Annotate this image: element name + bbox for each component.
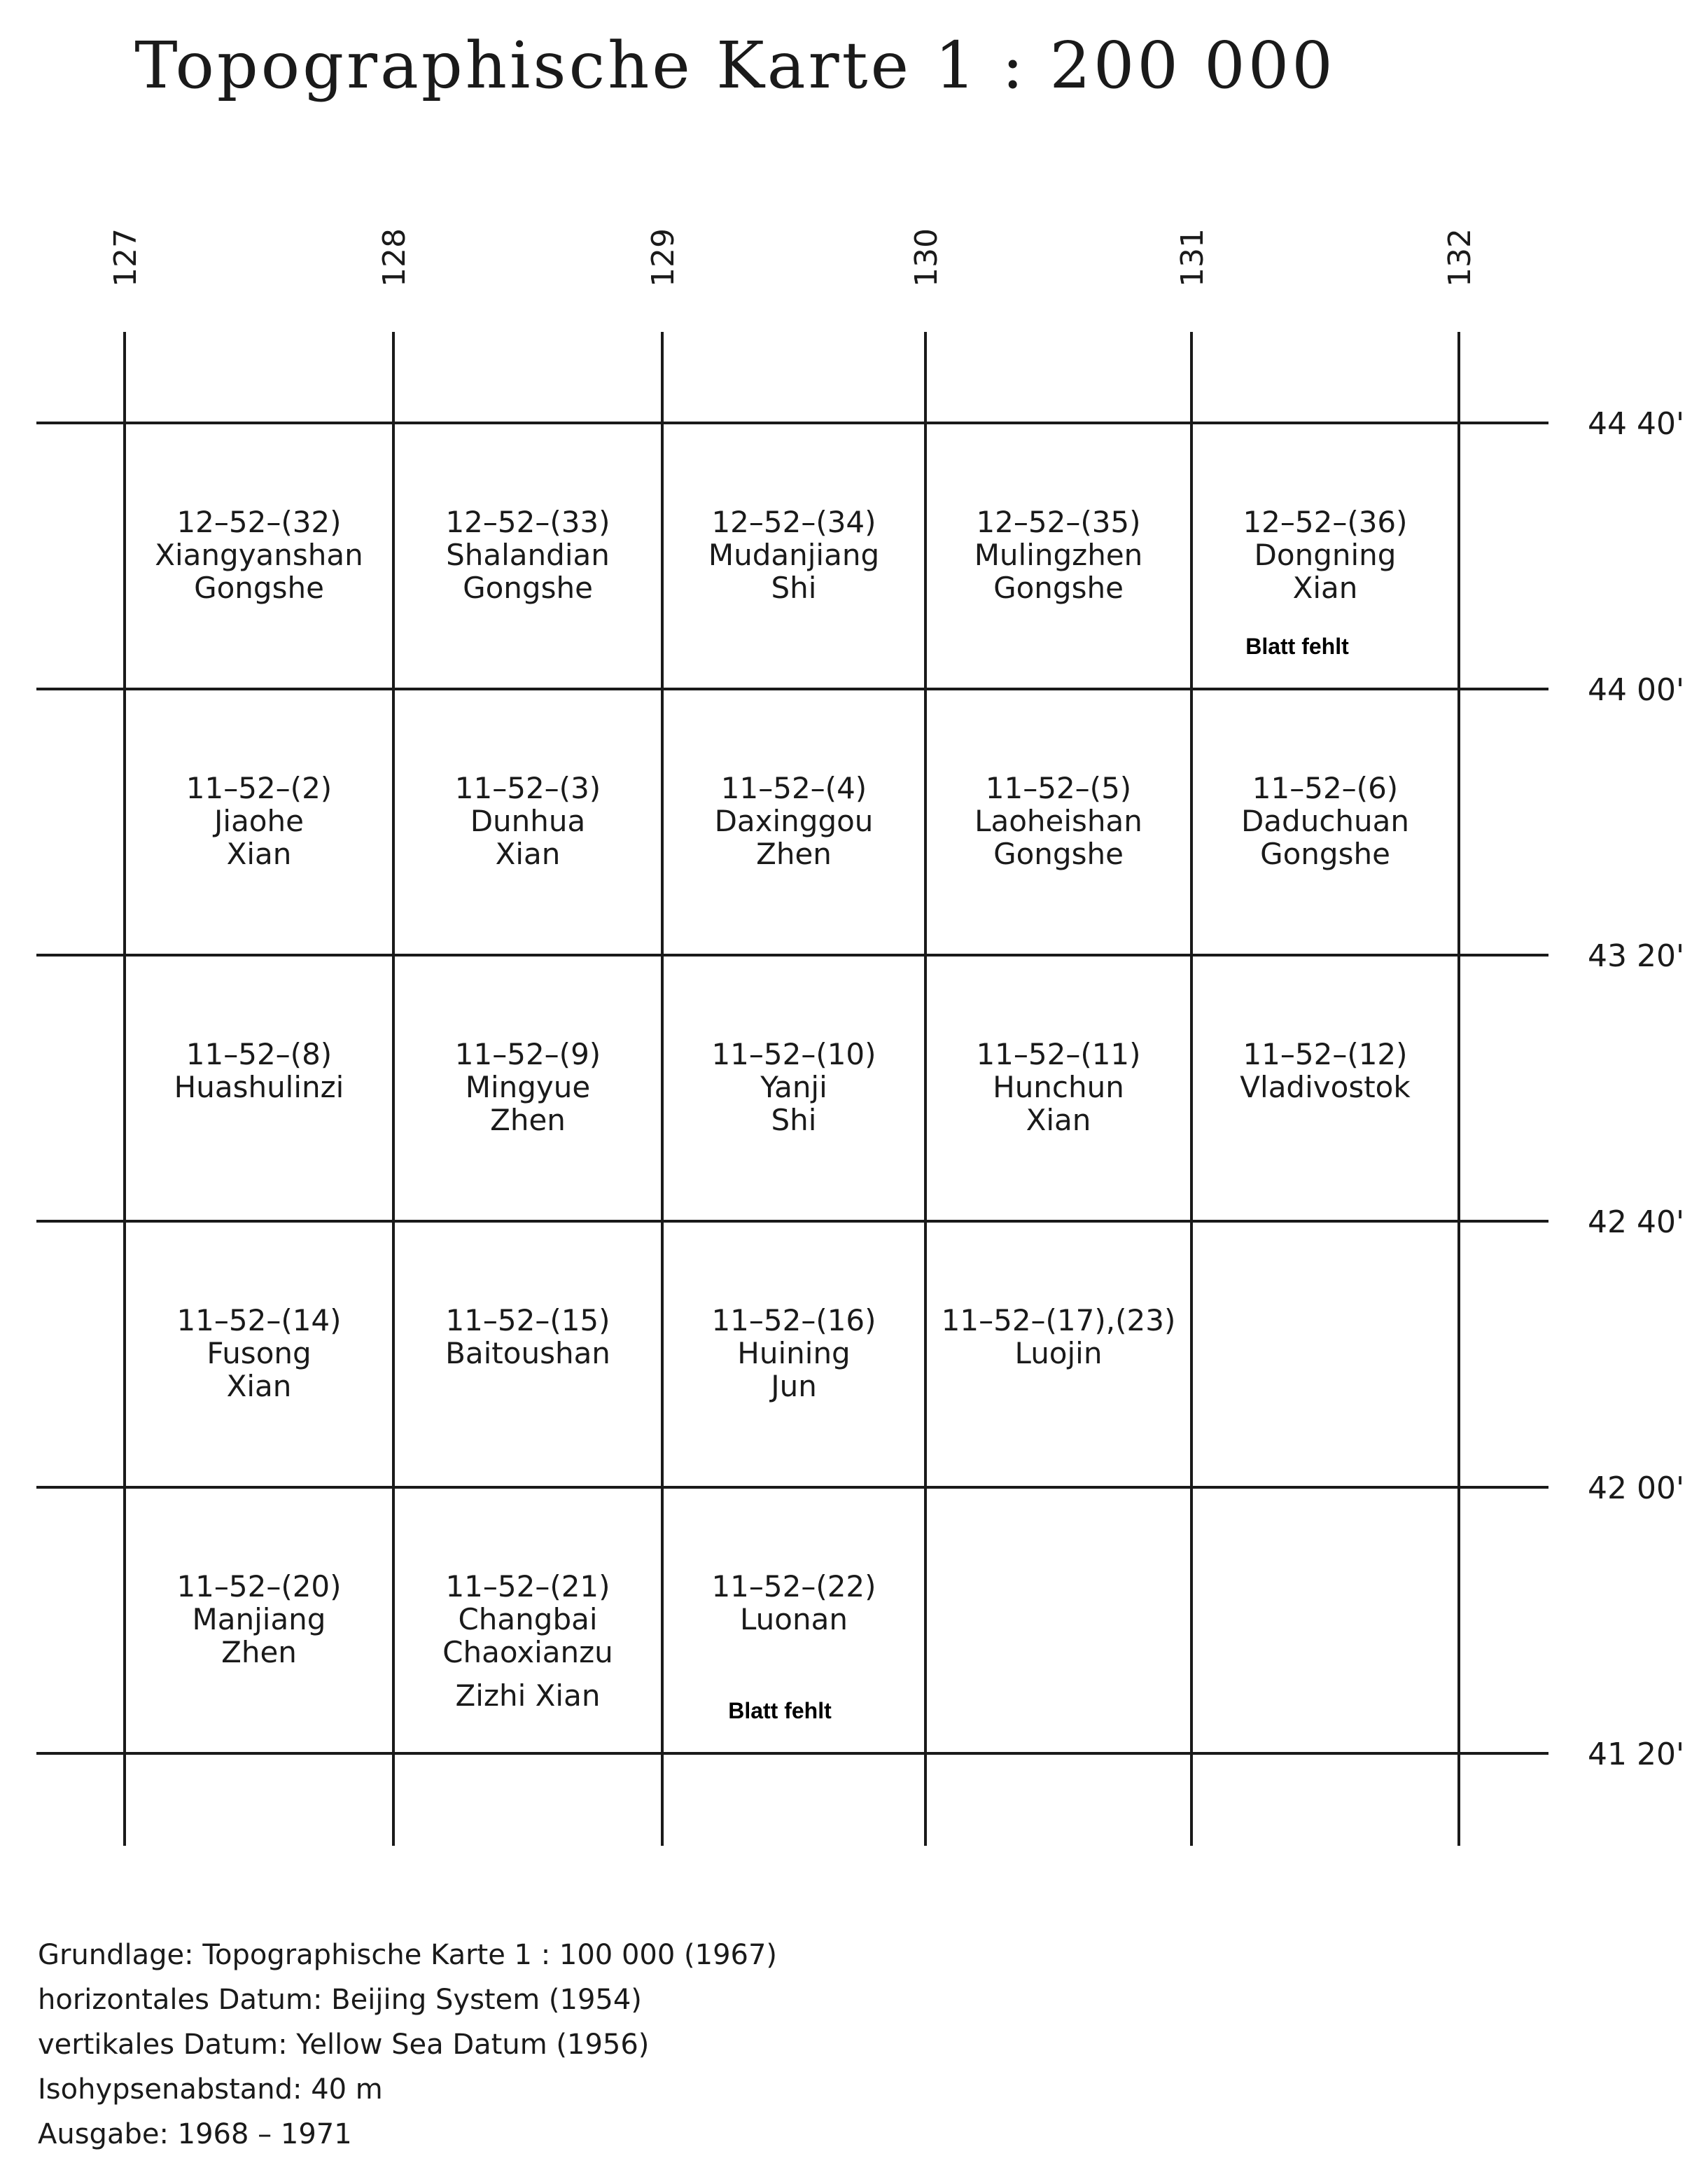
- latitude-label: 44 40': [1588, 406, 1685, 442]
- latitude-labels: [1588, 406, 1684, 1772]
- latitude-label: 42 00': [1588, 1470, 1685, 1506]
- sheet-number: 12–52–(35): [976, 505, 1141, 539]
- longitude-label: 131: [1175, 228, 1210, 287]
- sheet-number: 12–52–(33): [445, 505, 610, 539]
- sheet-name-line: Baitoushan: [445, 1336, 610, 1370]
- longitude-label: 130: [909, 228, 944, 287]
- sheet-name-line: Zhen: [221, 1635, 297, 1669]
- sheet-name-line: Yanji: [760, 1070, 827, 1104]
- sheet-name-line: Jiaohe: [214, 804, 304, 838]
- sheet-number: 11–52–(9): [454, 1037, 601, 1071]
- sheet-cell[interactable]: [455, 771, 601, 871]
- longitude-label: 129: [645, 228, 681, 287]
- footer-line-contour-interval: Isohypsenabstand: 40 m: [38, 2073, 383, 2106]
- sheet-cell[interactable]: [445, 505, 610, 605]
- sheet-name-line: Xian: [1292, 571, 1358, 605]
- sheet-name-line: Mudanjiang: [708, 538, 880, 572]
- sheet-name-line: Gongshe: [1260, 837, 1390, 871]
- sheet-name-line: Dongning: [1254, 538, 1397, 572]
- sheet-name-line: Xian: [226, 837, 292, 871]
- sheet-number: 11–52–(3): [454, 771, 601, 805]
- sheet-number: 11–52–(22): [711, 1569, 876, 1604]
- sheet-cell[interactable]: [186, 771, 332, 871]
- sheet-name-line: Hunchun: [993, 1070, 1124, 1104]
- footer-line-edition: Ausgabe: 1968 – 1971: [38, 2118, 352, 2150]
- sheet-name-line: Xian: [495, 837, 561, 871]
- sheet-number: 11–52–(4): [720, 771, 867, 805]
- sheet-name-line: Changbai: [458, 1602, 598, 1636]
- sheet-number: 11–52–(20): [176, 1569, 342, 1604]
- sheet-name-line: Huining: [737, 1336, 851, 1370]
- sheet-name-line: Shalandian: [446, 538, 610, 572]
- sheet-cell[interactable]: [1243, 505, 1407, 659]
- sheet-missing-note: Blatt fehlt: [1245, 634, 1349, 659]
- sheet-cell[interactable]: [1240, 1037, 1411, 1104]
- sheet-name-line: Gongshe: [993, 837, 1124, 871]
- sheet-name-line: Gongshe: [993, 571, 1124, 605]
- sheet-name-line: Laoheishan: [974, 804, 1142, 838]
- sheet-name-line: Chaoxianzu: [442, 1635, 613, 1669]
- sheet-number: 12–52–(32): [176, 505, 342, 539]
- footer-line-basis: Grundlage: Topographische Karte 1 : 100 000 (1967): [38, 1939, 778, 1971]
- sheet-name-line: Mulingzhen: [974, 538, 1143, 572]
- sheet-cell[interactable]: [174, 1037, 344, 1104]
- sheet-number: 11–52–(8): [186, 1037, 333, 1071]
- sheet-cell[interactable]: [176, 1303, 341, 1403]
- sheet-name-line: Luonan: [740, 1602, 848, 1636]
- map-title: Topographische Karte 1 : 200 000: [134, 28, 1336, 103]
- longitude-label: 127: [108, 228, 144, 287]
- sheet-name-line: Shi: [771, 571, 817, 605]
- sheet-cell[interactable]: [1241, 771, 1409, 871]
- latitude-label: 43 20': [1588, 938, 1685, 974]
- sheet-name-line: Manjiang: [192, 1602, 326, 1636]
- sheet-number: 12–52–(34): [711, 505, 876, 539]
- sheet-missing-note: Blatt fehlt: [728, 1698, 832, 1723]
- sheet-name-line: Gongshe: [194, 571, 324, 605]
- sheet-number: 11–52–(10): [711, 1037, 876, 1071]
- sheet-name-line: Zhen: [490, 1103, 566, 1137]
- sheet-number: 11–52–(14): [176, 1303, 342, 1337]
- sheet-cell[interactable]: [976, 1037, 1140, 1137]
- sheet-cell[interactable]: [445, 1303, 610, 1370]
- footer-line-horizontal-datum: horizontales Datum: Beijing System (1954): [38, 1984, 642, 2016]
- sheet-cell[interactable]: [176, 1569, 341, 1669]
- sheet-number: 12–52–(36): [1243, 505, 1408, 539]
- sheet-cell[interactable]: [974, 505, 1143, 605]
- sheet-name-line: Zizhi Xian: [455, 1678, 601, 1713]
- sheet-name-line: Jun: [771, 1369, 817, 1403]
- longitude-label: 132: [1442, 228, 1478, 287]
- sheet-name-line: Xiangyanshan: [155, 538, 363, 572]
- sheet-number: 11–52–(11): [976, 1037, 1141, 1071]
- sheet-number: 11–52–(21): [445, 1569, 610, 1604]
- sheet-number: 11–52–(17),(23): [941, 1303, 1176, 1337]
- sheet-cell[interactable]: [442, 1569, 613, 1713]
- sheet-cell[interactable]: [455, 1037, 601, 1137]
- sheet-name-line: Zhen: [756, 837, 832, 871]
- sheet-name-line: Luojin: [1014, 1336, 1103, 1370]
- sheet-cell[interactable]: [711, 1037, 876, 1137]
- sheet-number: 11–52–(2): [186, 771, 333, 805]
- sheet-number: 11–52–(5): [985, 771, 1132, 805]
- latitude-label: 41 20': [1588, 1737, 1685, 1772]
- latitude-label: 42 40': [1588, 1204, 1685, 1240]
- sheet-name-line: Shi: [771, 1103, 817, 1137]
- sheet-cell[interactable]: [715, 771, 874, 871]
- sheet-name-line: Xian: [1026, 1103, 1091, 1137]
- sheet-name-line: Xian: [226, 1369, 292, 1403]
- sheet-name-line: Huashulinzi: [174, 1070, 344, 1104]
- sheet-cell[interactable]: [974, 771, 1142, 871]
- sheet-number: 11–52–(12): [1243, 1037, 1408, 1071]
- sheet-name-line: Dunhua: [470, 804, 586, 838]
- sheet-cell[interactable]: [155, 505, 363, 605]
- footer-line-vertical-datum: vertikales Datum: Yellow Sea Datum (1956): [38, 2029, 650, 2061]
- sheet-name-line: Mingyue: [465, 1070, 591, 1104]
- sheet-name-line: Daduchuan: [1240, 804, 1410, 838]
- sheet-name-line: Gongshe: [463, 571, 593, 605]
- sheet-name-line: Fusong: [207, 1336, 312, 1370]
- latitude-label: 44 00': [1588, 672, 1685, 708]
- sheet-name-line: Vladivostok: [1240, 1070, 1411, 1104]
- sheet-number: 11–52–(16): [711, 1303, 876, 1337]
- sheet-cell[interactable]: [711, 1303, 876, 1403]
- sheet-cell[interactable]: [708, 505, 879, 605]
- sheet-cell[interactable]: [942, 1303, 1176, 1370]
- map-footer: [38, 1933, 1438, 2157]
- sheet-number: 11–52–(6): [1252, 771, 1399, 805]
- sheet-name-line: Daxinggou: [714, 804, 874, 838]
- longitude-label: 128: [377, 228, 412, 287]
- sheet-cell[interactable]: [711, 1569, 876, 1723]
- sheet-number: 11–52–(15): [445, 1303, 610, 1337]
- longitude-labels: [108, 228, 1478, 287]
